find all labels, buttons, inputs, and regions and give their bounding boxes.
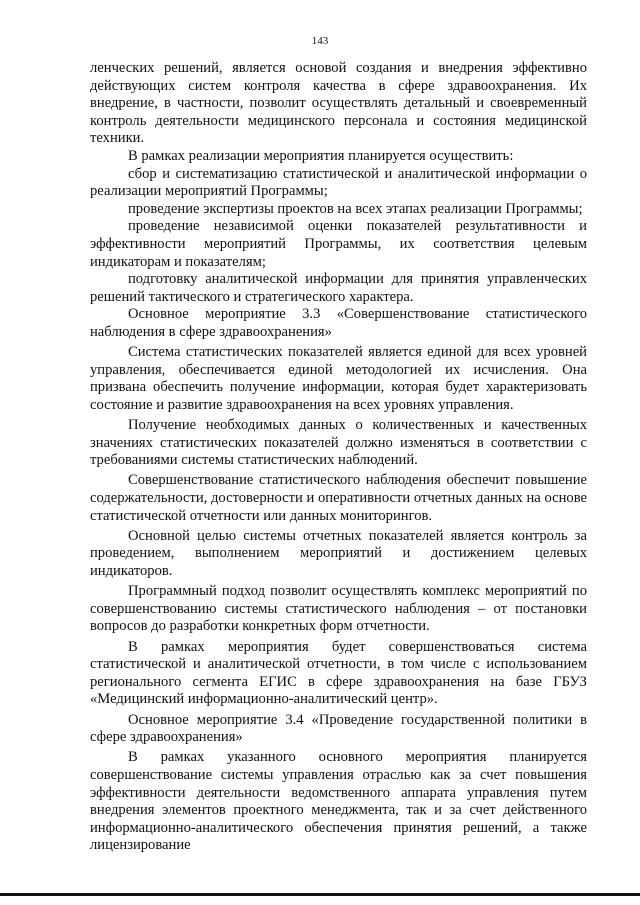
paragraph: В рамках указанного основного мероприятия планируется совершенствование системы управления отраслью как за счет повышения эффективности деятельности ведомственного аппарата управления путем внедрения элементов проектного менеджмента, так и за счет действенного информационно-аналитического обеспечения принятия решений, а также лицензирование [90,749,587,854]
paragraph: Система статистических показателей является единой для всех уровней управления, обеспечивается единой методологией их исчисления. Она призвана обеспечить получение информации, которая будет характеризовать состояние и развитие здравоохранения на всех уровнях управления. [90,344,587,413]
bottom-rule [0,893,640,896]
paragraph: В рамках реализации мероприятия планируется осуществить: [128,147,514,164]
paragraph: ленческих решений, является основой создания и внедрения эффективно действующих систем контроля качества в сфере здравоохранения. Их внедрение, в частности, позволит осуществлять детальный и своевременный контроль деятельности медицинского персонала и состояния медицинской техники. [90,60,587,147]
list-item: сбор и систематизацию статистической и аналитической информации о реализации мероприятий Программы; [90,165,587,200]
list-item: подготовку аналитической информации для принятия управленческих решений тактического и стратегического характера. [90,271,587,305]
section-heading: Основное мероприятие 3.3 «Совершенствование статистического наблюдения в сфере здравоохранения» [90,306,587,340]
paragraph: Совершенствование статистического наблюдения обеспечит повышение содержательности, достоверности и оперативности отчетных данных на основе статистической отчетности или данных мониторингов. [90,472,587,524]
list-item: проведение экспертизы проектов на всех этапах реализации Программы; [128,200,583,217]
paragraph: В рамках мероприятия будет совершенствоваться система статистической и аналитической отчетности, в том числе с использованием регионального сегмента ЕГИС в сфере здравоохранения на базе ГБУЗ «Медицинский информационно-аналитический центр». [90,638,587,708]
paragraph: Получение необходимых данных о количественных и качественных значениях статистических показателей должно изменяться в соответствии с требованиями системы статистических наблюдений. [90,417,587,469]
paragraph: Основной целью системы отчетных показателей является контроль за проведением, выполнением мероприятий и достижением целевых индикаторов. [90,527,587,579]
list-item: проведение независимой оценки показателей результативности и эффективности мероприятий Программы, их соответствия целевым индикаторам и показателям; [90,218,587,270]
paragraph: Программный подход позволит осуществлять комплекс мероприятий по совершенствованию системы статистического наблюдения – от постановки вопросов до разработки конкретных форм отчетности. [90,583,587,635]
page-number: 143 [311,35,329,47]
body-text [90,60,587,855]
section-heading: Основное мероприятие 3.4 «Проведение государственной политики в сфере здравоохранения» [90,711,587,746]
